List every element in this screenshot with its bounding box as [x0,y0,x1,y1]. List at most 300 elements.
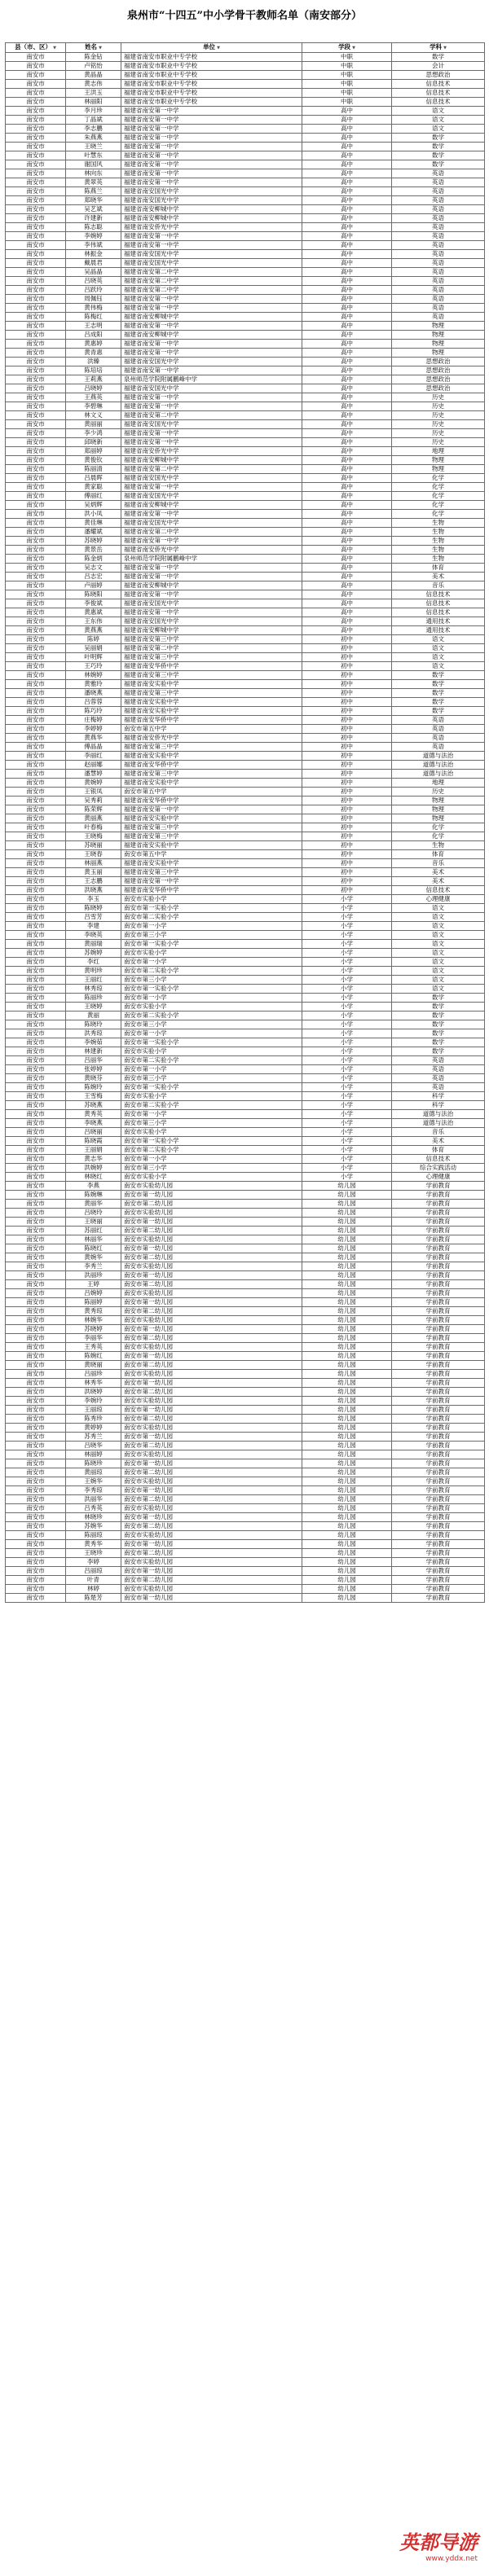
cell-subject: 数学 [392,1003,485,1012]
cell-stage: 初中 [302,716,392,725]
cell-stage: 幼儿园 [302,1442,392,1450]
cell-unit: 福建省南安第一中学 [121,169,302,178]
cell-stage: 高中 [302,528,392,537]
cell-subject: 学前教育 [392,1522,485,1531]
cell-county: 南安市 [6,1343,66,1352]
cell-county: 南安市 [6,196,66,205]
cell-stage: 幼儿园 [302,1235,392,1244]
cell-stage: 初中 [302,635,392,644]
filter-dropdown-icon[interactable]: ▼ [352,46,355,50]
cell-subject: 数学 [392,160,485,169]
table-row [6,680,485,689]
cell-subject: 数学 [392,53,485,62]
cell-name: 陈丽婷 [66,1298,121,1307]
table-row [6,868,485,877]
table-row [6,528,485,537]
table-row [6,1227,485,1235]
cell-name: 吕成阳 [66,331,121,340]
cell-stage: 幼儿园 [302,1298,392,1307]
cell-subject: 物理 [392,331,485,340]
cell-unit: 福建省南安实验中学 [121,814,302,823]
cell-unit: 福建省南安第二中学 [121,528,302,537]
cell-county: 南安市 [6,904,66,913]
cell-stage: 高中 [302,151,392,160]
cell-unit: 南安市第一幼儿园 [121,1486,302,1495]
cell-subject: 数学 [392,1038,485,1047]
table-row [6,752,485,761]
table-row [6,1101,485,1110]
cell-name: 王志明 [66,322,121,331]
cell-county: 南安市 [6,259,66,268]
cell-name: 陈丽琼 [66,1531,121,1540]
filter-dropdown-icon[interactable]: ▼ [53,46,56,50]
table-row [6,393,485,402]
cell-stage: 小学 [302,1146,392,1155]
table-row [6,1468,485,1477]
table-row [6,1262,485,1271]
cell-name: 吴艺斌 [66,205,121,214]
table-row [6,1522,485,1531]
cell-name: 林婷 [66,1585,121,1594]
filter-dropdown-icon[interactable]: ▼ [99,46,102,50]
cell-subject: 数学 [392,1020,485,1029]
cell-name: 黄翠英 [66,178,121,187]
cell-subject: 地理 [392,447,485,456]
cell-name: 洪丽华 [66,1495,121,1504]
cell-subject: 美术 [392,877,485,886]
table-row [6,71,485,80]
table-row [6,80,485,89]
cell-county: 南安市 [6,143,66,151]
cell-unit: 福建省南安第一中学 [121,483,302,492]
table-row [6,788,485,796]
table-row [6,1558,485,1567]
cell-subject: 化学 [392,832,485,841]
cell-name: 黄婷婷 [66,1424,121,1433]
cell-county: 南安市 [6,662,66,671]
cell-subject: 学前教育 [392,1262,485,1271]
cell-name: 陈晓阳 [66,590,121,599]
cell-stage: 高中 [302,537,392,546]
cell-stage: 小学 [302,1110,392,1119]
cell-subject: 学前教育 [392,1280,485,1289]
header-stage[interactable]: 学段 ▼ [302,43,392,53]
cell-unit: 南安市第一幼儿园 [121,1513,302,1522]
cell-stage: 幼儿园 [302,1594,392,1603]
cell-county: 南安市 [6,680,66,689]
cell-subject: 信息技术 [392,1155,485,1164]
cell-unit: 福建省南安第一中学 [121,590,302,599]
cell-county: 南安市 [6,1531,66,1540]
cell-subject: 学前教育 [392,1343,485,1352]
cell-county: 南安市 [6,295,66,304]
table-row [6,178,485,187]
cell-stage: 高中 [302,375,392,384]
cell-unit: 南安市第一小学 [121,1065,302,1074]
cell-county: 南安市 [6,98,66,107]
cell-name: 吴炳辉 [66,501,121,510]
cell-stage: 初中 [302,653,392,662]
cell-county: 南安市 [6,510,66,519]
cell-stage: 高中 [302,116,392,125]
cell-county: 南安市 [6,1576,66,1585]
cell-county: 南安市 [6,519,66,528]
cell-stage: 高中 [302,107,392,116]
cell-county: 南安市 [6,1074,66,1083]
table-row [6,384,485,393]
cell-name: 黄青惠 [66,349,121,358]
cell-stage: 高中 [302,590,392,599]
cell-unit: 福建省南安侨光中学 [121,223,302,232]
cell-name: 王晓婷 [66,1003,121,1012]
cell-name: 吕蓉蓉 [66,698,121,707]
cell-unit: 南安市第二实验小学 [121,1012,302,1020]
cell-subject: 英语 [392,241,485,250]
table-row [6,1594,485,1603]
table-row [6,1271,485,1280]
cell-unit: 南安市第二幼儿园 [121,1576,302,1585]
table-row [6,1513,485,1522]
cell-stage: 小学 [302,1029,392,1038]
cell-unit: 福建省南安华侨中学 [121,886,302,895]
table-row [6,1200,485,1209]
cell-stage: 高中 [302,125,392,134]
cell-county: 南安市 [6,599,66,608]
cell-name: 郑丽婷 [66,447,121,456]
cell-name: 王晓丽 [66,1218,121,1227]
cell-stage: 高中 [302,626,392,635]
table-row [6,689,485,698]
cell-subject: 会计 [392,62,485,71]
cell-name: 吕秀英 [66,1504,121,1513]
cell-county: 南安市 [6,151,66,160]
cell-stage: 小学 [302,895,392,904]
table-row [6,519,485,528]
cell-name: 吕丽琼 [66,1567,121,1576]
cell-stage: 幼儿园 [302,1406,392,1415]
cell-unit: 南安市第一幼儿园 [121,1540,302,1549]
cell-name: 陈婉琳 [66,1191,121,1200]
cell-name: 李伟斌 [66,241,121,250]
table-row [6,62,485,71]
cell-unit: 福建省南安第三中学 [121,823,302,832]
table-row [6,895,485,904]
cell-unit: 福建省南安市职业中专学校 [121,98,302,107]
cell-stage: 幼儿园 [302,1325,392,1334]
cell-subject: 学前教育 [392,1594,485,1603]
cell-name: 洪晓婷 [66,1388,121,1397]
cell-subject: 学前教育 [392,1549,485,1558]
cell-unit: 福建省南安华侨中学 [121,662,302,671]
cell-unit: 南安市实验幼儿园 [121,1397,302,1406]
cell-stage: 幼儿园 [302,1540,392,1549]
cell-county: 南安市 [6,1155,66,1164]
cell-stage: 高中 [302,187,392,196]
cell-name: 王丽娟 [66,1146,121,1155]
table-row [6,125,485,134]
table-row [6,1209,485,1218]
cell-unit: 福建省南安第一中学 [121,393,302,402]
cell-county: 南安市 [6,53,66,62]
table-row [6,1020,485,1029]
cell-subject: 历史 [392,788,485,796]
cell-name: 林婉婷 [66,671,121,680]
cell-name: 吴秀莉 [66,796,121,805]
cell-stage: 幼儿园 [302,1244,392,1253]
cell-unit: 福建省南安侨光中学 [121,734,302,743]
cell-subject: 道德与法治 [392,761,485,770]
cell-subject: 通用技术 [392,617,485,626]
cell-county: 南安市 [6,178,66,187]
cell-county: 南安市 [6,1182,66,1191]
cell-unit: 福建省南安第一中学 [121,295,302,304]
cell-name: 李婉玲 [66,1397,121,1406]
cell-name: 王晓春 [66,850,121,859]
cell-stage: 高中 [302,564,392,573]
cell-stage: 幼儿园 [302,1343,392,1352]
cell-unit: 福建省南安国光中学 [121,420,302,429]
table-row [6,313,485,322]
cell-county: 南安市 [6,1056,66,1065]
cell-name: 吕晓英 [66,277,121,286]
cell-county: 南安市 [6,241,66,250]
cell-county: 南安市 [6,581,66,590]
cell-stage: 小学 [302,1137,392,1146]
cell-subject: 学前教育 [392,1271,485,1280]
table-row [6,617,485,626]
cell-name: 朱燕燕 [66,134,121,143]
cell-subject: 物理 [392,814,485,823]
cell-county: 南安市 [6,1549,66,1558]
cell-stage: 幼儿园 [302,1209,392,1218]
cell-stage: 高中 [302,402,392,411]
cell-unit: 南安市第三小学 [121,1164,302,1173]
cell-county: 南安市 [6,447,66,456]
cell-unit: 南安市第二幼儿园 [121,1361,302,1370]
cell-subject: 学前教育 [392,1486,485,1495]
cell-name: 林婉华 [66,1316,121,1325]
cell-subject: 道德与法治 [392,770,485,779]
cell-subject: 学前教育 [392,1531,485,1540]
cell-unit: 福建省南安第一中学 [121,160,302,169]
cell-stage: 小学 [302,958,392,967]
cell-name: 李婉婷 [66,232,121,241]
cell-subject: 物理 [392,322,485,331]
cell-stage: 高中 [302,178,392,187]
cell-stage: 高中 [302,196,392,205]
cell-name: 王丽琼 [66,1406,121,1415]
table-row [6,1128,485,1137]
cell-county: 南安市 [6,967,66,976]
cell-subject: 信息技术 [392,599,485,608]
table-row [6,510,485,519]
table-row [6,89,485,98]
cell-subject: 生物 [392,528,485,537]
cell-name: 黄燕华 [66,734,121,743]
cell-stage: 初中 [302,644,392,653]
cell-unit: 福建省南安第二中学 [121,411,302,420]
cell-name: 陈志聪 [66,223,121,232]
cell-stage: 初中 [302,707,392,716]
table-row [6,1442,485,1450]
cell-name: 郑晓华 [66,196,121,205]
cell-stage: 幼儿园 [302,1262,392,1271]
cell-name: 陈婉玲 [66,1083,121,1092]
cell-subject: 数学 [392,707,485,716]
cell-unit: 福建省南安国光中学 [121,187,302,196]
cell-subject: 数学 [392,1047,485,1056]
cell-county: 南安市 [6,877,66,886]
table-row [6,832,485,841]
cell-name: 洪晓燕 [66,886,121,895]
table-row [6,358,485,366]
cell-stage: 中职 [302,71,392,80]
header-unit[interactable]: 单位 ▼ [121,43,302,53]
cell-stage: 小学 [302,904,392,913]
cell-subject: 学前教育 [392,1424,485,1433]
table-row [6,1388,485,1397]
cell-subject: 英语 [392,205,485,214]
table-row [6,492,485,501]
cell-subject: 数学 [392,680,485,689]
cell-county: 南安市 [6,734,66,743]
cell-unit: 福建省南安第一中学 [121,232,302,241]
table-row [6,456,485,465]
cell-name: 李晓燕 [66,1119,121,1128]
cell-subject: 信息技术 [392,98,485,107]
cell-unit: 福建省南安第一中学 [121,125,302,134]
cell-name: 王婷 [66,1280,121,1289]
cell-subject: 学前教育 [392,1450,485,1459]
cell-subject: 历史 [392,411,485,420]
cell-name: 卢铭怡 [66,62,121,71]
cell-county: 南安市 [6,134,66,143]
cell-stage: 小学 [302,949,392,958]
header-subject[interactable]: 学科 ▼ [392,43,485,53]
cell-subject: 音乐 [392,581,485,590]
cell-name: 陈晓玲 [66,1020,121,1029]
cell-stage: 小学 [302,985,392,994]
cell-subject: 学前教育 [392,1415,485,1424]
cell-name: 谢国风 [66,160,121,169]
watermark-url: www.yddx.net [425,2555,478,2563]
cell-county: 南安市 [6,1397,66,1406]
table-row [6,573,485,581]
cell-unit: 福建省南安第三中学 [121,653,302,662]
cell-stage: 中职 [302,53,392,62]
cell-stage: 小学 [302,1047,392,1056]
table-row [6,1012,485,1020]
cell-subject: 美术 [392,573,485,581]
cell-name: 苏婉婷 [66,949,121,958]
table-row [6,564,485,573]
cell-stage: 幼儿园 [302,1549,392,1558]
table-row [6,375,485,384]
cell-county: 南安市 [6,671,66,680]
cell-unit: 福建省南安柳城中学 [121,456,302,465]
cell-unit: 南安市第二幼儿园 [121,1442,302,1450]
cell-name: 陈巧玲 [66,707,121,716]
cell-name: 吕晨晖 [66,474,121,483]
cell-subject: 数学 [392,151,485,160]
cell-unit: 南安市第二实验小学 [121,1056,302,1065]
cell-county: 南安市 [6,1388,66,1397]
table-row [6,1092,485,1101]
cell-subject: 物理 [392,456,485,465]
cell-subject: 学前教育 [392,1504,485,1513]
cell-unit: 南安市第一实验小学 [121,1137,302,1146]
cell-subject: 学前教育 [392,1495,485,1504]
cell-unit: 南安市第二幼儿园 [121,1388,302,1397]
cell-subject: 学前教育 [392,1244,485,1253]
table-row [6,214,485,223]
table-row [6,1486,485,1495]
cell-unit: 福建省南安国光中学 [121,250,302,259]
cell-name: 王晓梅 [66,832,121,841]
cell-county: 南安市 [6,125,66,134]
cell-name: 黄晓丽 [66,1361,121,1370]
cell-subject: 英语 [392,716,485,725]
cell-name: 林丽阳 [66,98,121,107]
cell-unit: 福建省南安实验中学 [121,752,302,761]
cell-subject: 数学 [392,994,485,1003]
cell-name: 黄伟梅 [66,304,121,313]
table-row [6,1576,485,1585]
cell-unit: 南安市实验幼儿园 [121,1504,302,1513]
cell-county: 南安市 [6,1164,66,1173]
cell-stage: 高中 [302,232,392,241]
cell-name: 吕丽华 [66,1056,121,1065]
cell-name: 许建新 [66,214,121,223]
cell-subject: 物理 [392,465,485,474]
cell-subject: 学前教育 [392,1209,485,1218]
cell-stage: 初中 [302,770,392,779]
filter-dropdown-icon[interactable]: ▼ [443,46,447,50]
header-county[interactable]: 县（市、区） ▼ [6,43,66,53]
cell-unit: 南安市第一幼儿园 [121,1298,302,1307]
cell-subject: 学前教育 [392,1370,485,1379]
header-name[interactable]: 姓名 ▼ [66,43,121,53]
cell-stage: 幼儿园 [302,1227,392,1235]
cell-name: 黄秀英 [66,1110,121,1119]
cell-county: 南安市 [6,1244,66,1253]
cell-county: 南安市 [6,340,66,349]
table-row [6,546,485,555]
cell-county: 南安市 [6,546,66,555]
cell-unit: 福建省南安第一中学 [121,143,302,151]
cell-county: 南安市 [6,1379,66,1388]
cell-name: 苏丽红 [66,1227,121,1235]
cell-name: 王婉华 [66,1477,121,1486]
cell-stage: 幼儿园 [302,1558,392,1567]
cell-unit: 南安市实验小学 [121,1128,302,1137]
teacher-table [5,42,485,1603]
cell-county: 南安市 [6,456,66,465]
cell-name: 苏晓丽 [66,841,121,850]
table-row [6,143,485,151]
cell-county: 南安市 [6,1280,66,1289]
cell-county: 南安市 [6,1271,66,1280]
cell-county: 南安市 [6,411,66,420]
cell-stage: 幼儿园 [302,1361,392,1370]
cell-name: 黄俊钦 [66,456,121,465]
cell-stage: 初中 [302,734,392,743]
cell-subject: 化学 [392,474,485,483]
cell-unit: 南安市第一幼儿园 [121,1218,302,1227]
cell-name: 王丽红 [66,976,121,985]
filter-dropdown-icon[interactable]: ▼ [217,46,220,50]
cell-name: 吕丽珍 [66,1370,121,1379]
